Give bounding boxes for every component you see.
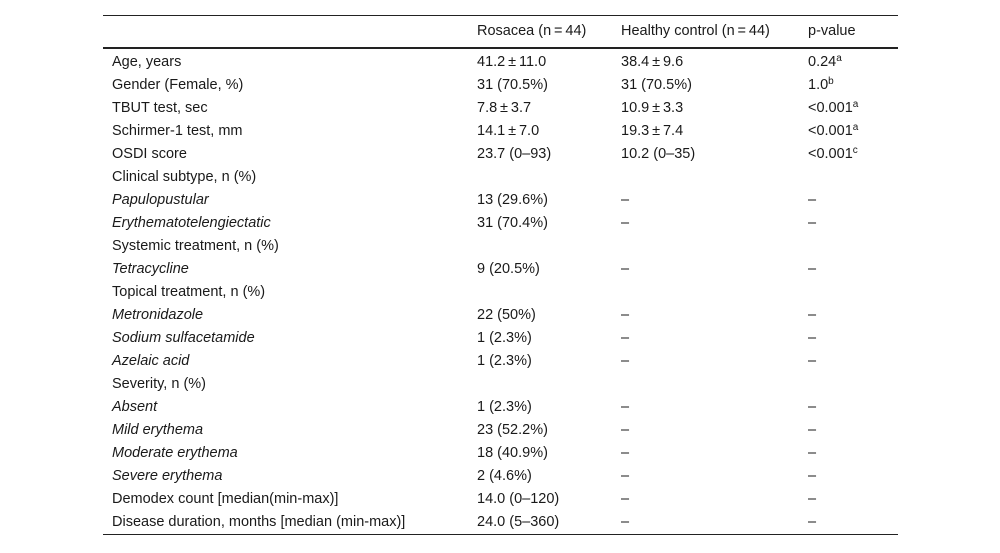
p-value-cell (799, 120, 898, 143)
p-value-cell (799, 74, 898, 97)
p-value-cell (799, 48, 898, 74)
row-label: Metronidazole (112, 307, 204, 323)
p-value-cell (799, 373, 898, 396)
p-value-cell (799, 465, 898, 488)
p-value: – (808, 399, 817, 415)
row-label: Severity, n (%) (112, 376, 207, 392)
control-value: – (621, 192, 630, 208)
table-row (103, 465, 898, 488)
control-value: – (621, 307, 630, 323)
row-label: Papulopustular (112, 192, 209, 208)
rosacea-value (468, 166, 612, 189)
row-label: Azelaic acid (112, 353, 190, 369)
control-value: – (621, 468, 630, 484)
p-value: – (808, 192, 817, 208)
rosacea-value: 14.1 ± 7.0 (477, 123, 540, 139)
p-value: – (808, 468, 817, 484)
table-row (103, 281, 898, 304)
row-label: Demodex count [median(min-max)] (112, 491, 339, 507)
p-value: <0.001 (808, 100, 853, 116)
rosacea-value: 24.0 (5–360) (477, 514, 560, 530)
p-value-cell (799, 166, 898, 189)
control-value (612, 166, 799, 189)
control-value: – (621, 422, 630, 438)
row-label: Sodium sulfacetamide (112, 330, 255, 346)
p-value-footnote-marker: a (852, 99, 859, 110)
table-row (103, 48, 898, 74)
control-value (612, 235, 799, 258)
p-value-cell (799, 143, 898, 166)
rosacea-value: 23.7 (0–93) (477, 146, 552, 162)
row-label: Gender (Female, %) (112, 77, 244, 93)
table-row (103, 143, 898, 166)
table-row (103, 166, 898, 189)
p-value-footnote-marker: a (836, 53, 842, 64)
table-body (103, 48, 898, 535)
table-row (103, 511, 898, 535)
p-value-cell (799, 304, 898, 327)
table-row (103, 97, 898, 120)
control-value: – (621, 514, 630, 530)
p-value-cell (799, 258, 898, 281)
p-value: – (808, 330, 817, 346)
table-row (103, 258, 898, 281)
row-label: Topical treatment, n (%) (112, 284, 266, 300)
control-value: – (621, 445, 630, 461)
rosacea-value: 1 (2.3%) (477, 330, 532, 346)
row-label: Systemic treatment, n (%) (112, 238, 279, 254)
rosacea-value: 9 (20.5%) (477, 261, 540, 277)
p-value-footnote-marker: a (852, 122, 859, 133)
header-row (103, 16, 898, 49)
table-header (103, 16, 898, 49)
table-row (103, 212, 898, 235)
table-row (103, 488, 898, 511)
rosacea-value (468, 373, 612, 396)
header-label-column (103, 16, 468, 49)
row-label: Clinical subtype, n (%) (112, 169, 257, 185)
p-value-cell (799, 97, 898, 120)
table-row (103, 396, 898, 419)
rosacea-value: 31 (70.5%) (477, 77, 548, 93)
rosacea-value: 7.8 ± 3.7 (477, 100, 532, 116)
control-value: 10.2 (0–35) (621, 146, 696, 162)
table-row (103, 120, 898, 143)
table-row (103, 327, 898, 350)
p-value: – (808, 445, 817, 461)
control-value: 10.9 ± 3.3 (621, 100, 684, 116)
rosacea-value: 1 (2.3%) (477, 399, 532, 415)
control-value: – (621, 261, 630, 277)
p-value-cell (799, 488, 898, 511)
p-value: 1.0 (808, 77, 829, 93)
header-p-value: p-value (799, 16, 898, 49)
p-value-footnote-marker: c (852, 145, 858, 156)
rosacea-value: 31 (70.4%) (477, 215, 548, 231)
results-table (103, 15, 898, 535)
row-label: Schirmer-1 test, mm (112, 123, 243, 139)
rosacea-value: 22 (50%) (477, 307, 536, 323)
control-value: 31 (70.5%) (621, 77, 692, 93)
p-value-cell (799, 511, 898, 535)
rosacea-value: 18 (40.9%) (477, 445, 548, 461)
row-label: Absent (112, 399, 158, 415)
rosacea-value: 41.2 ± 11.0 (477, 54, 547, 70)
row-label: Disease duration, months [median (min-max)] (112, 514, 406, 530)
rosacea-value: 13 (29.6%) (477, 192, 548, 208)
p-value: – (808, 353, 817, 369)
p-value: – (808, 307, 817, 323)
table-row (103, 189, 898, 212)
p-value-cell (799, 350, 898, 373)
rosacea-value: 1 (2.3%) (477, 353, 532, 369)
table-row (103, 74, 898, 97)
p-value: – (808, 261, 817, 277)
table-row (103, 373, 898, 396)
p-value-cell (799, 189, 898, 212)
row-label: TBUT test, sec (112, 100, 208, 116)
rosacea-value: 23 (52.2%) (477, 422, 548, 438)
table-row (103, 419, 898, 442)
rosacea-value (468, 281, 612, 304)
p-value-cell (799, 212, 898, 235)
rosacea-value: 14.0 (0–120) (477, 491, 560, 507)
table-row (103, 442, 898, 465)
table-row (103, 235, 898, 258)
rosacea-value: 2 (4.6%) (477, 468, 532, 484)
control-value: – (621, 330, 630, 346)
control-value: 19.3 ± 7.4 (621, 123, 684, 139)
row-label: Mild erythema (112, 422, 204, 438)
row-label: Severe erythema (112, 468, 223, 484)
row-label: Tetracycline (112, 261, 189, 277)
p-value-cell (799, 442, 898, 465)
control-value: – (621, 491, 630, 507)
p-value: – (808, 215, 817, 231)
header-rosacea: Rosacea (n = 44) (468, 16, 612, 49)
rosacea-value (468, 235, 612, 258)
p-value: <0.001 (808, 123, 853, 139)
p-value: – (808, 514, 817, 530)
header-healthy-control: Healthy control (n = 44) (612, 16, 799, 49)
control-value: – (621, 353, 630, 369)
control-value: – (621, 399, 630, 415)
control-value: – (621, 215, 630, 231)
p-value-cell (799, 235, 898, 258)
row-label: Age, years (112, 54, 182, 70)
row-label: Moderate erythema (112, 445, 238, 461)
p-value-cell (799, 327, 898, 350)
table-row (103, 350, 898, 373)
p-value-footnote-marker: b (828, 76, 834, 87)
control-value: 38.4 ± 9.6 (621, 54, 684, 70)
p-value-cell (799, 396, 898, 419)
p-value: <0.001 (808, 146, 853, 162)
p-value-cell (799, 419, 898, 442)
table-row (103, 304, 898, 327)
p-value-cell (799, 281, 898, 304)
control-value (612, 281, 799, 304)
p-value: 0.24 (808, 54, 837, 70)
p-value: – (808, 491, 817, 507)
row-label: Erythematotelengiectatic (112, 215, 271, 231)
control-value (612, 373, 799, 396)
p-value: – (808, 422, 817, 438)
row-label: OSDI score (112, 146, 187, 162)
